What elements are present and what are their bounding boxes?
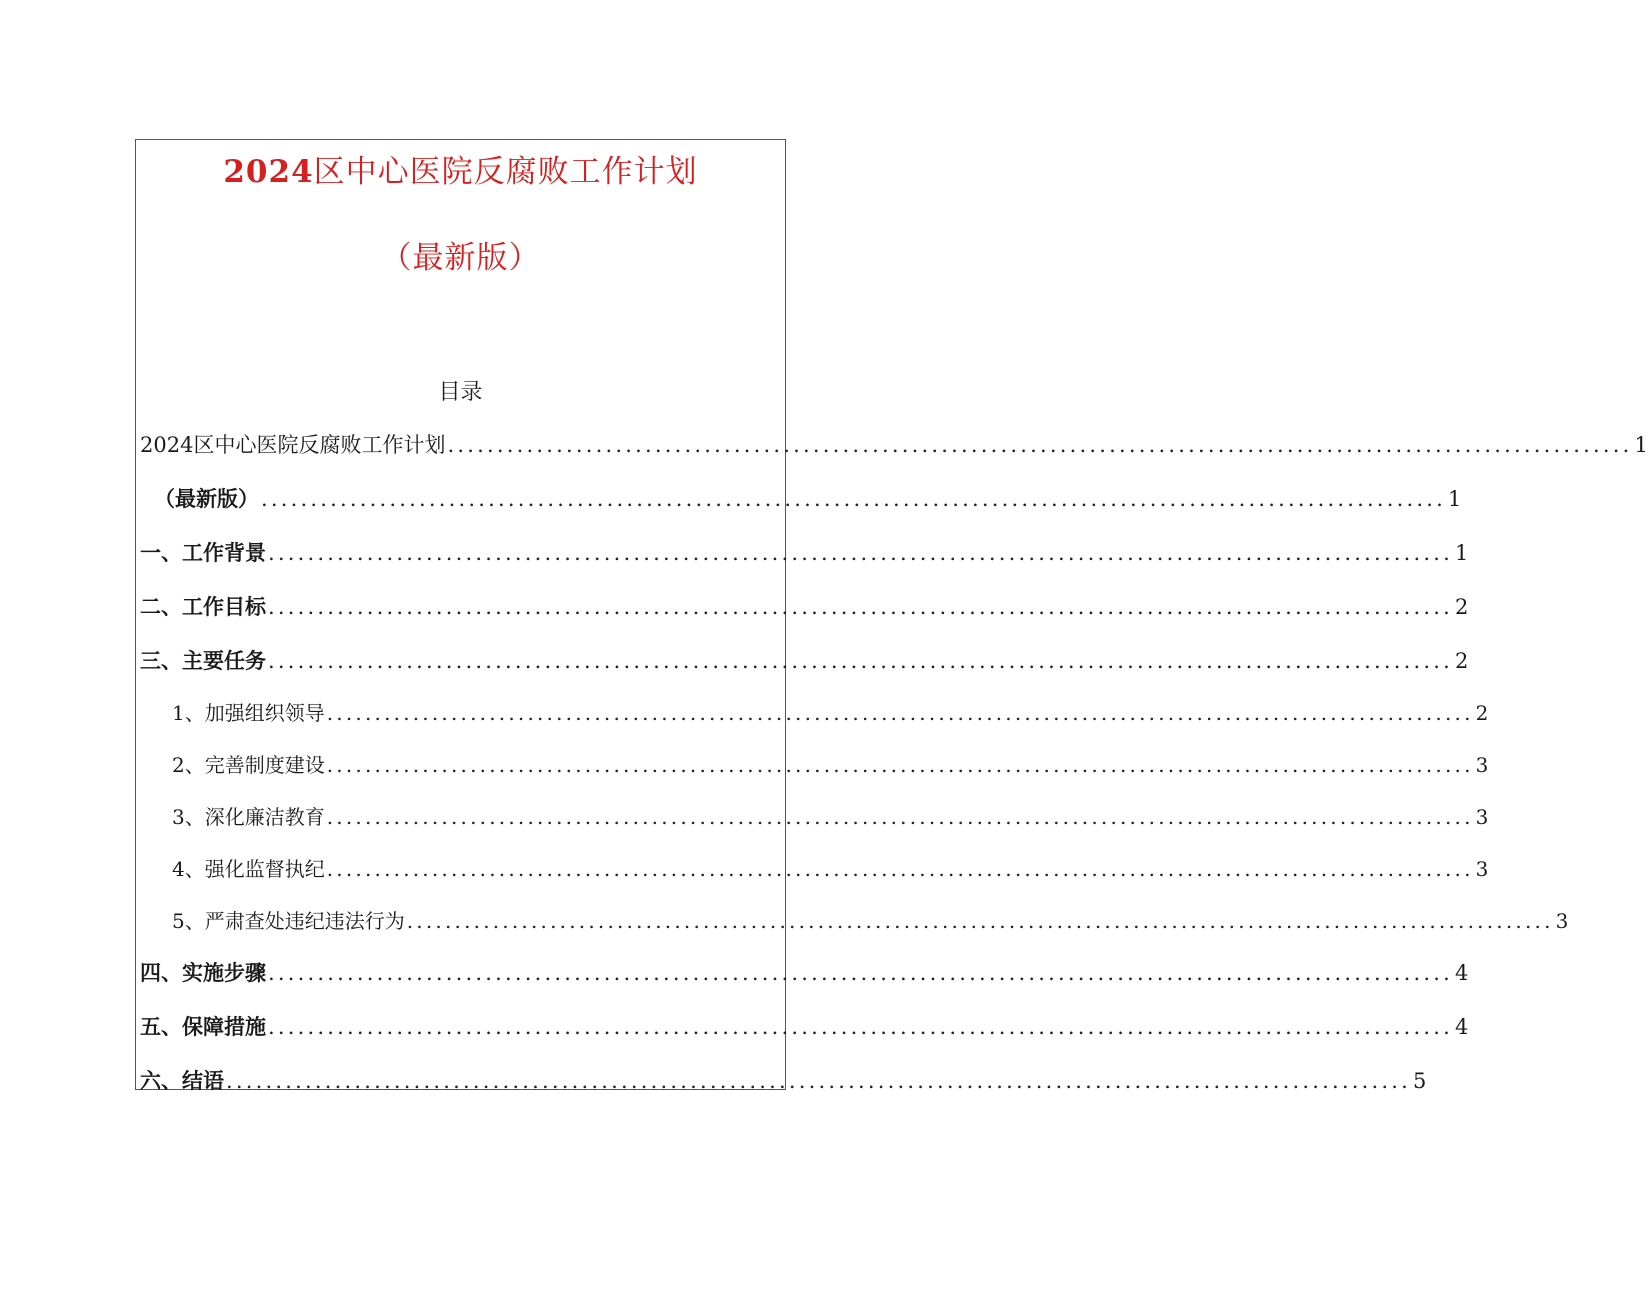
toc-entry-label: 3、深化廉洁教育 xyxy=(172,805,325,829)
toc-leader-dots: ........................................................................................................................ xyxy=(268,649,1454,673)
toc-leader-dots: ........................................................................................................................ xyxy=(447,433,1633,457)
toc-entry-subsection-5[interactable] xyxy=(172,905,1569,933)
toc-entry-page: 5 xyxy=(1413,1069,1427,1093)
toc-entry-label: 二、工作目标 xyxy=(140,594,266,619)
toc-leader-dots: ........................................................................................................................ xyxy=(326,753,1474,777)
toc-entry-page: 3 xyxy=(1475,857,1489,881)
toc-entry-label: （最新版） xyxy=(154,486,259,511)
toc-leader-dots: ........................................................................................................................ xyxy=(406,909,1554,933)
toc-leader-dots: ........................................................................................................................ xyxy=(326,857,1474,881)
toc-entry-label: 4、强化监督执纪 xyxy=(172,857,325,881)
toc-entry-label: 2024区中心医院反腐败工作计划 xyxy=(140,433,446,457)
toc-leader-dots: ........................................................................................................................ xyxy=(268,961,1454,985)
toc-entry-label: 2、完善制度建设 xyxy=(172,753,325,777)
title-year: 2024 xyxy=(223,154,314,190)
toc-entry-section-6[interactable] xyxy=(140,1065,1427,1093)
toc-entry-page: 2 xyxy=(1475,701,1489,725)
toc-entry-page: 1 xyxy=(1634,433,1648,457)
toc-entry-section-3[interactable] xyxy=(140,645,1469,673)
toc-leader-dots: ........................................................................................................................ xyxy=(326,701,1474,725)
toc-entry-section-2[interactable] xyxy=(140,591,1469,619)
toc-entry-label: 四、实施步骤 xyxy=(140,960,266,985)
toc-entry-subsection-2[interactable] xyxy=(172,749,1489,777)
toc-entry-section-4[interactable] xyxy=(140,957,1469,985)
toc-entry-page: 3 xyxy=(1475,753,1489,777)
title-text: 区中心医院反腐败工作计划 xyxy=(313,154,698,190)
toc-entry-label: 六、结语 xyxy=(140,1068,224,1093)
toc-leader-dots: ........................................................................................................................ xyxy=(226,1069,1412,1093)
toc-entry-page: 1 xyxy=(1455,541,1469,565)
document-subtitle: （最新版） xyxy=(380,240,541,276)
toc-entry-label: 1、加强组织领导 xyxy=(172,701,325,725)
toc-entry-subsection-4[interactable] xyxy=(172,853,1489,881)
toc-entry-page: 4 xyxy=(1455,1015,1469,1039)
toc-entry-label: 5、严肃查处违纪违法行为 xyxy=(172,909,405,933)
toc-leader-dots: ........................................................................................................................ xyxy=(268,595,1454,619)
toc-leader-dots: ........................................................................................................................ xyxy=(268,541,1454,565)
table-of-contents xyxy=(136,140,1648,1093)
toc-entry-page: 3 xyxy=(1555,909,1569,933)
toc-entry-page: 2 xyxy=(1455,595,1469,619)
toc-entry-page: 4 xyxy=(1455,961,1469,985)
toc-leader-dots: ........................................................................................................................ xyxy=(268,1015,1454,1039)
toc-leader-dots: ........................................................................................................................ xyxy=(326,805,1474,829)
toc-leader-dots: ........................................................................................................................ xyxy=(261,487,1447,511)
toc-entry-subsection-3[interactable] xyxy=(172,801,1489,829)
toc-entry-page: 2 xyxy=(1455,649,1469,673)
document-frame xyxy=(135,139,1648,1093)
toc-heading: 目录 xyxy=(438,380,483,405)
toc-entry-label: 一、工作背景 xyxy=(140,540,266,565)
toc-entry-subtitle[interactable] xyxy=(154,483,1462,511)
toc-entry-section-5[interactable] xyxy=(140,1011,1469,1039)
toc-entry-page: 3 xyxy=(1475,805,1489,829)
toc-entry-page: 1 xyxy=(1448,487,1462,511)
toc-entry-label: 三、主要任务 xyxy=(140,648,266,673)
toc-entry-label: 五、保障措施 xyxy=(140,1014,266,1039)
toc-entry-subsection-1[interactable] xyxy=(172,697,1489,725)
toc-entry-title[interactable] xyxy=(140,429,1648,457)
toc-entry-section-1[interactable] xyxy=(140,537,1469,565)
